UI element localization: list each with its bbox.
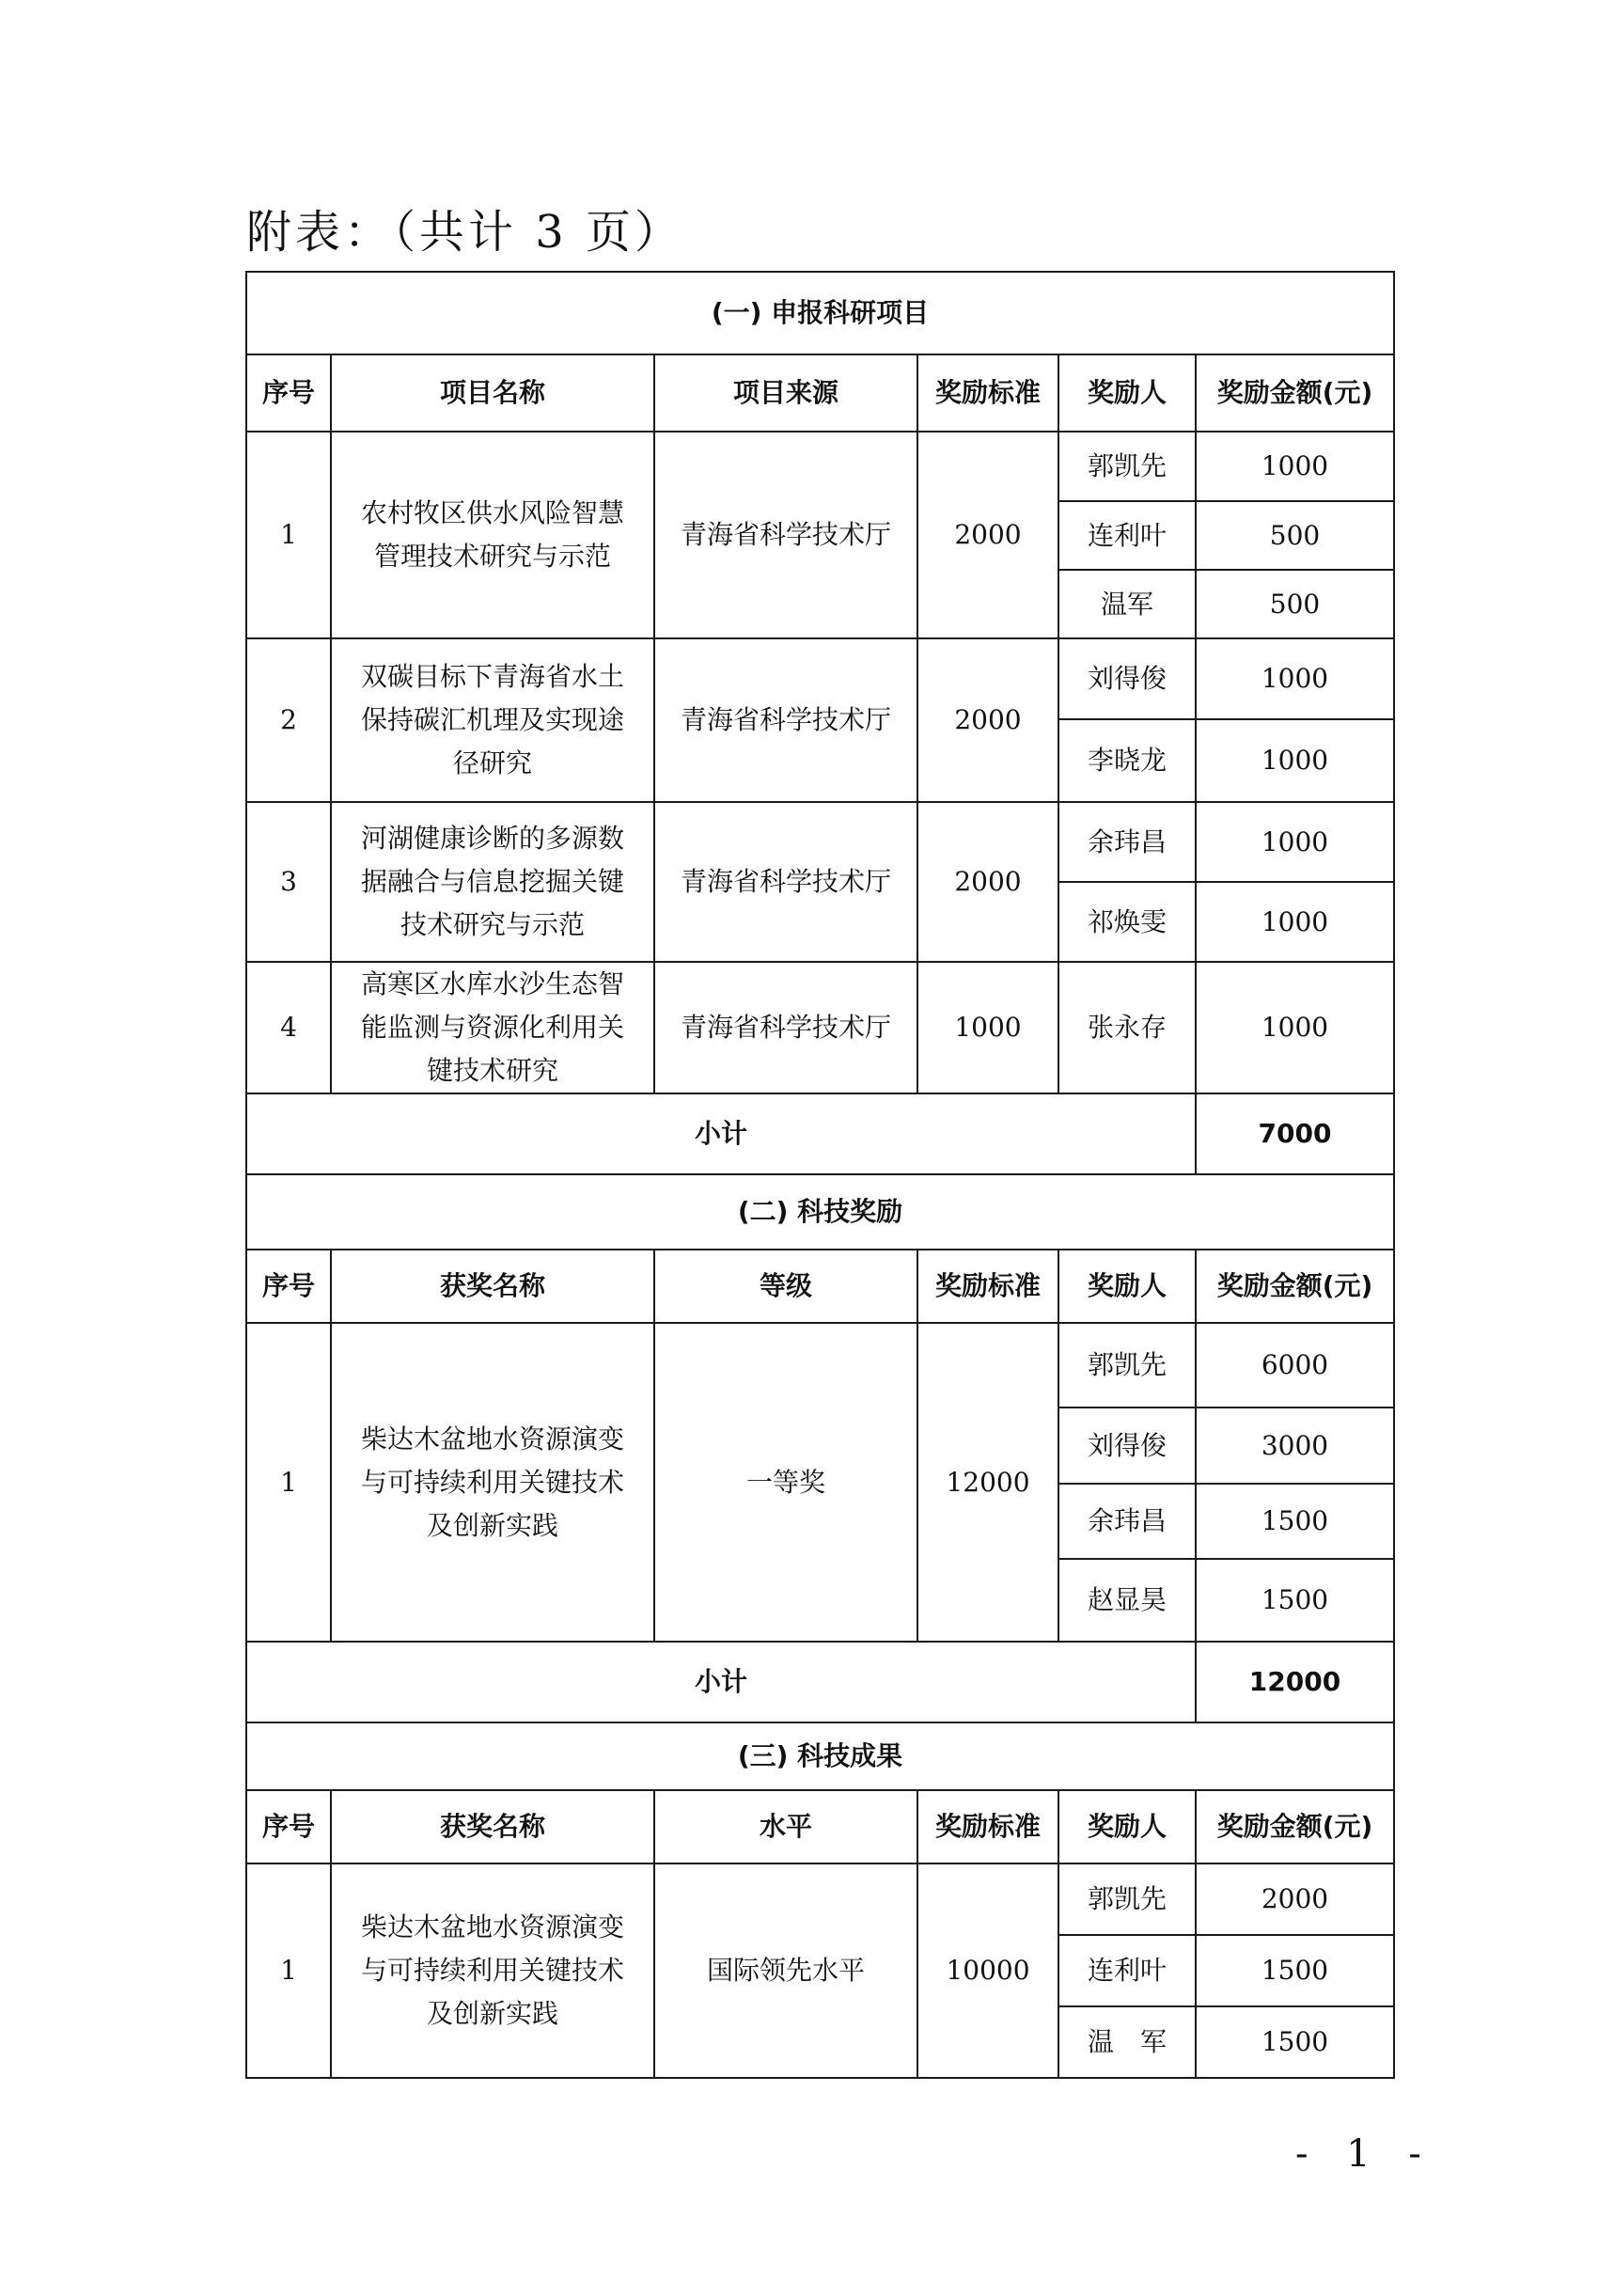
reward-standard: 2000 [917,638,1058,802]
project-source: 青海省科学技术厅 [654,432,917,638]
subtotal-row [246,1642,1394,1722]
award-level: 国际领先水平 [654,1864,917,2078]
reward-standard: 10000 [917,1864,1058,2078]
award-level: 一等奖 [654,1323,917,1642]
project-name: 河湖健康诊断的多源数据融合与信息挖掘关键技术研究与示范 [331,802,654,962]
reward-amount: 6000 [1196,1323,1394,1407]
header-recipient: 奖励人 [1058,354,1196,432]
project-name: 农村牧区供水风险智慧管理技术研究与示范 [331,432,654,638]
recipient-name: 连利叶 [1058,501,1196,570]
project-source: 青海省科学技术厅 [654,638,917,802]
recipient-name: 郭凯先 [1058,1323,1196,1407]
subtotal-label: 小计 [246,1642,1196,1722]
table-row [246,638,1394,719]
header-recipient: 奖励人 [1058,1790,1196,1864]
award-table [245,271,1395,2079]
recipient-name: 连利叶 [1058,1935,1196,2006]
reward-amount: 3000 [1196,1407,1394,1484]
recipient-name: 余玮昌 [1058,1484,1196,1559]
row-no: 1 [246,1864,331,2078]
section3-header-row [246,1790,1394,1864]
project-name: 高寒区水库水沙生态智能监测与资源化利用关键技术研究 [331,962,654,1093]
header-standard: 奖励标准 [917,1250,1058,1323]
recipient-name: 郭凯先 [1058,1864,1196,1935]
recipient-name: 刘得俊 [1058,1407,1196,1484]
award-name: 柴达木盆地水资源演变与可持续利用关键技术及创新实践 [331,1323,654,1642]
reward-amount: 1000 [1196,719,1394,802]
table-row [246,802,1394,882]
header-amount: 奖励金额(元) [1196,354,1394,432]
row-no: 1 [246,432,331,638]
row-no: 4 [246,962,331,1093]
header-no: 序号 [246,1250,331,1323]
reward-amount: 500 [1196,570,1394,638]
recipient-name: 刘得俊 [1058,638,1196,719]
subtotal-value: 12000 [1196,1642,1394,1722]
header-recipient: 奖励人 [1058,1250,1196,1323]
reward-standard: 1000 [917,962,1058,1093]
page-number: - 1 - [1295,2132,1434,2176]
subtotal-label: 小计 [246,1093,1196,1174]
header-award-name: 获奖名称 [331,1250,654,1323]
reward-amount: 2000 [1196,1864,1394,1935]
reward-standard: 2000 [917,432,1058,638]
header-level: 水平 [654,1790,917,1864]
project-name: 双碳目标下青海省水土保持碳汇机理及实现途径研究 [331,638,654,802]
reward-amount: 1000 [1196,882,1394,962]
section2-header-row [246,1250,1394,1323]
reward-amount: 1500 [1196,1484,1394,1559]
recipient-name: 赵显昊 [1058,1559,1196,1642]
header-award-name: 获奖名称 [331,1790,654,1864]
reward-amount: 1000 [1196,802,1394,882]
row-no: 2 [246,638,331,802]
reward-amount: 1500 [1196,2006,1394,2078]
recipient-name: 余玮昌 [1058,802,1196,882]
subtotal-value: 7000 [1196,1093,1394,1174]
section1-title: (一) 申报科研项目 [246,272,1394,354]
table-row [246,1864,1394,1935]
section3-title: (三) 科技成果 [246,1722,1394,1790]
section1-header-row [246,354,1394,432]
header-level: 等级 [654,1250,917,1323]
reward-amount: 1500 [1196,1935,1394,2006]
header-no: 序号 [246,1790,331,1864]
header-standard: 奖励标准 [917,354,1058,432]
header-project-name: 项目名称 [331,354,654,432]
header-amount: 奖励金额(元) [1196,1790,1394,1864]
header-standard: 奖励标准 [917,1790,1058,1864]
recipient-name: 温 军 [1058,2006,1196,2078]
reward-amount: 1000 [1196,638,1394,719]
table-row [246,962,1394,1093]
reward-amount: 1000 [1196,962,1394,1093]
recipient-name: 张永存 [1058,962,1196,1093]
recipient-name: 祁焕雯 [1058,882,1196,962]
reward-amount: 1000 [1196,432,1394,501]
row-no: 1 [246,1323,331,1642]
table-row [246,1323,1394,1407]
section2-title: (二) 科技奖励 [246,1174,1394,1250]
project-source: 青海省科学技术厅 [654,802,917,962]
table-row [246,432,1394,501]
header-amount: 奖励金额(元) [1196,1250,1394,1323]
row-no: 3 [246,802,331,962]
award-name: 柴达木盆地水资源演变与可持续利用关键技术及创新实践 [331,1864,654,2078]
recipient-name: 郭凯先 [1058,432,1196,501]
reward-amount: 500 [1196,501,1394,570]
project-source: 青海省科学技术厅 [654,962,917,1093]
reward-amount: 1500 [1196,1559,1394,1642]
subtotal-row [246,1093,1394,1174]
reward-standard: 12000 [917,1323,1058,1642]
recipient-name: 李晓龙 [1058,719,1196,802]
header-no: 序号 [246,354,331,432]
reward-standard: 2000 [917,802,1058,962]
page-title: 附表：（共计 3 页） [246,206,684,259]
recipient-name: 温军 [1058,570,1196,638]
header-source: 项目来源 [654,354,917,432]
